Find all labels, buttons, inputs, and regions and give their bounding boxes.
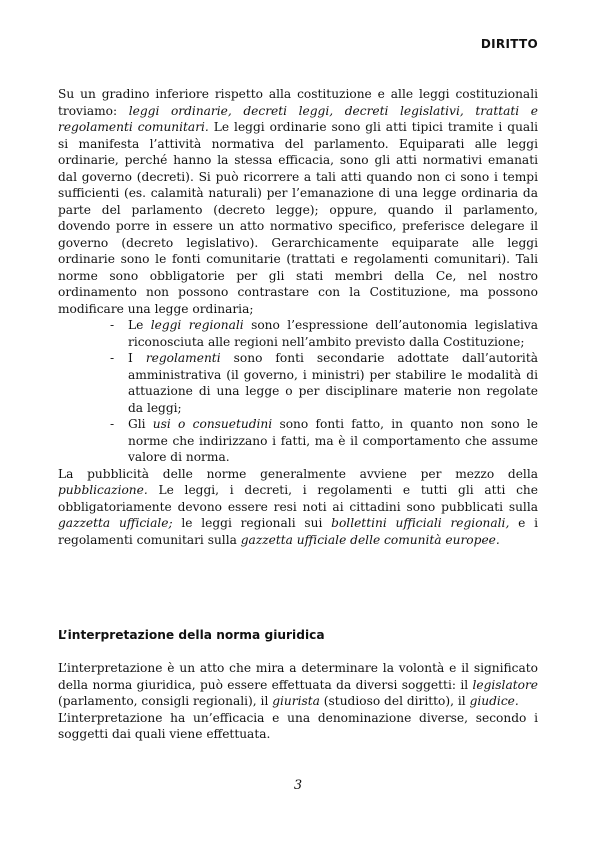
list-item: - Gli usi o consuetudini sono fonti fatto, in quanto non sono le norme che indirizzano i fatti, ma è il comportamento che assume valore di norma.	[110, 416, 538, 466]
paragraph-efficacy: L’interpretazione ha un’efficacia e una denominazione diverse, secondo i soggetti dai quali viene effettuata.	[58, 710, 538, 741]
sources-list	[58, 317, 538, 466]
section-heading: L’interpretazione della norma giuridica	[58, 628, 325, 642]
paragraph-interpretation: L’interpretazione è un atto che mira a determinare la volontà e il significato della norma giuridica, può essere effettuata da diversi soggetti: il legislatore (parlamento, consigli regionali), il giurista (studioso del diritto), il giudice.	[58, 661, 538, 708]
paragraph-sources: Su un gradino inferiore rispetto alla costituzione e alle leggi costituzionali troviamo: leggi ordinarie, decreti leggi, decreti legislativi, trattati e regolamenti comunitari. Le leggi ordinarie sono gli atti tipici tramite i quali si manifesta l’attività normativa del parlamento. Equiparati alle leggi ordinarie, perché hanno la stessa efficacia, sono gli atti normativi emanati dal governo (decreti). Si può ricorrere a tali atti quando non ci sono i tempi sufficienti (es. calamità naturali) per l’emanazione di una legge ordinaria da parte del parlamento (decreto legge); oppure, quando il parlamento, dovendo porre in essere un atto normativo specifico, preferisce delegare il governo (decreto legislativo). Gerarchicamente equiparate alle leggi ordinarie sono le fonti comunitarie (trattati e regolamenti comunitari). Tali norme sono obbligatorie per gli stati membri della Ce, nel nostro ordinamento non possono contrastare con la Costituzione, ma possono modificare una legge ordinaria;	[58, 87, 538, 316]
paragraph-publication: La pubblicità delle norme generalmente avviene per mezzo della pubblicazione. Le leggi, i decreti, i regolamenti e tutti gli atti che obbligatoriamente devono essere resi noti ai cittadini sono pubblicati sulla gazzetta ufficiale; le leggi regionali sui bollettini ufficiali regionali, e i regolamenti comunitari sulla gazzetta ufficiale delle comunità europee.	[58, 466, 538, 547]
running-header: DIRITTO	[480, 37, 538, 51]
main-body	[58, 86, 538, 548]
list-item: - Le leggi regionali sono l’espressione dell’autonomia legislativa riconosciuta alle regioni nell’ambito previsto dalla Costituzione;	[110, 317, 538, 350]
page-number: 3	[293, 778, 303, 793]
list-item: - I regolamenti sono fonti secondarie adottate dall’autorità amministrativa (il governo, i ministri) per stabilire le modalità di attuazione di una legge o per disciplinare materie non regolate da leggi;	[110, 350, 538, 416]
interpretation-body	[58, 660, 538, 743]
